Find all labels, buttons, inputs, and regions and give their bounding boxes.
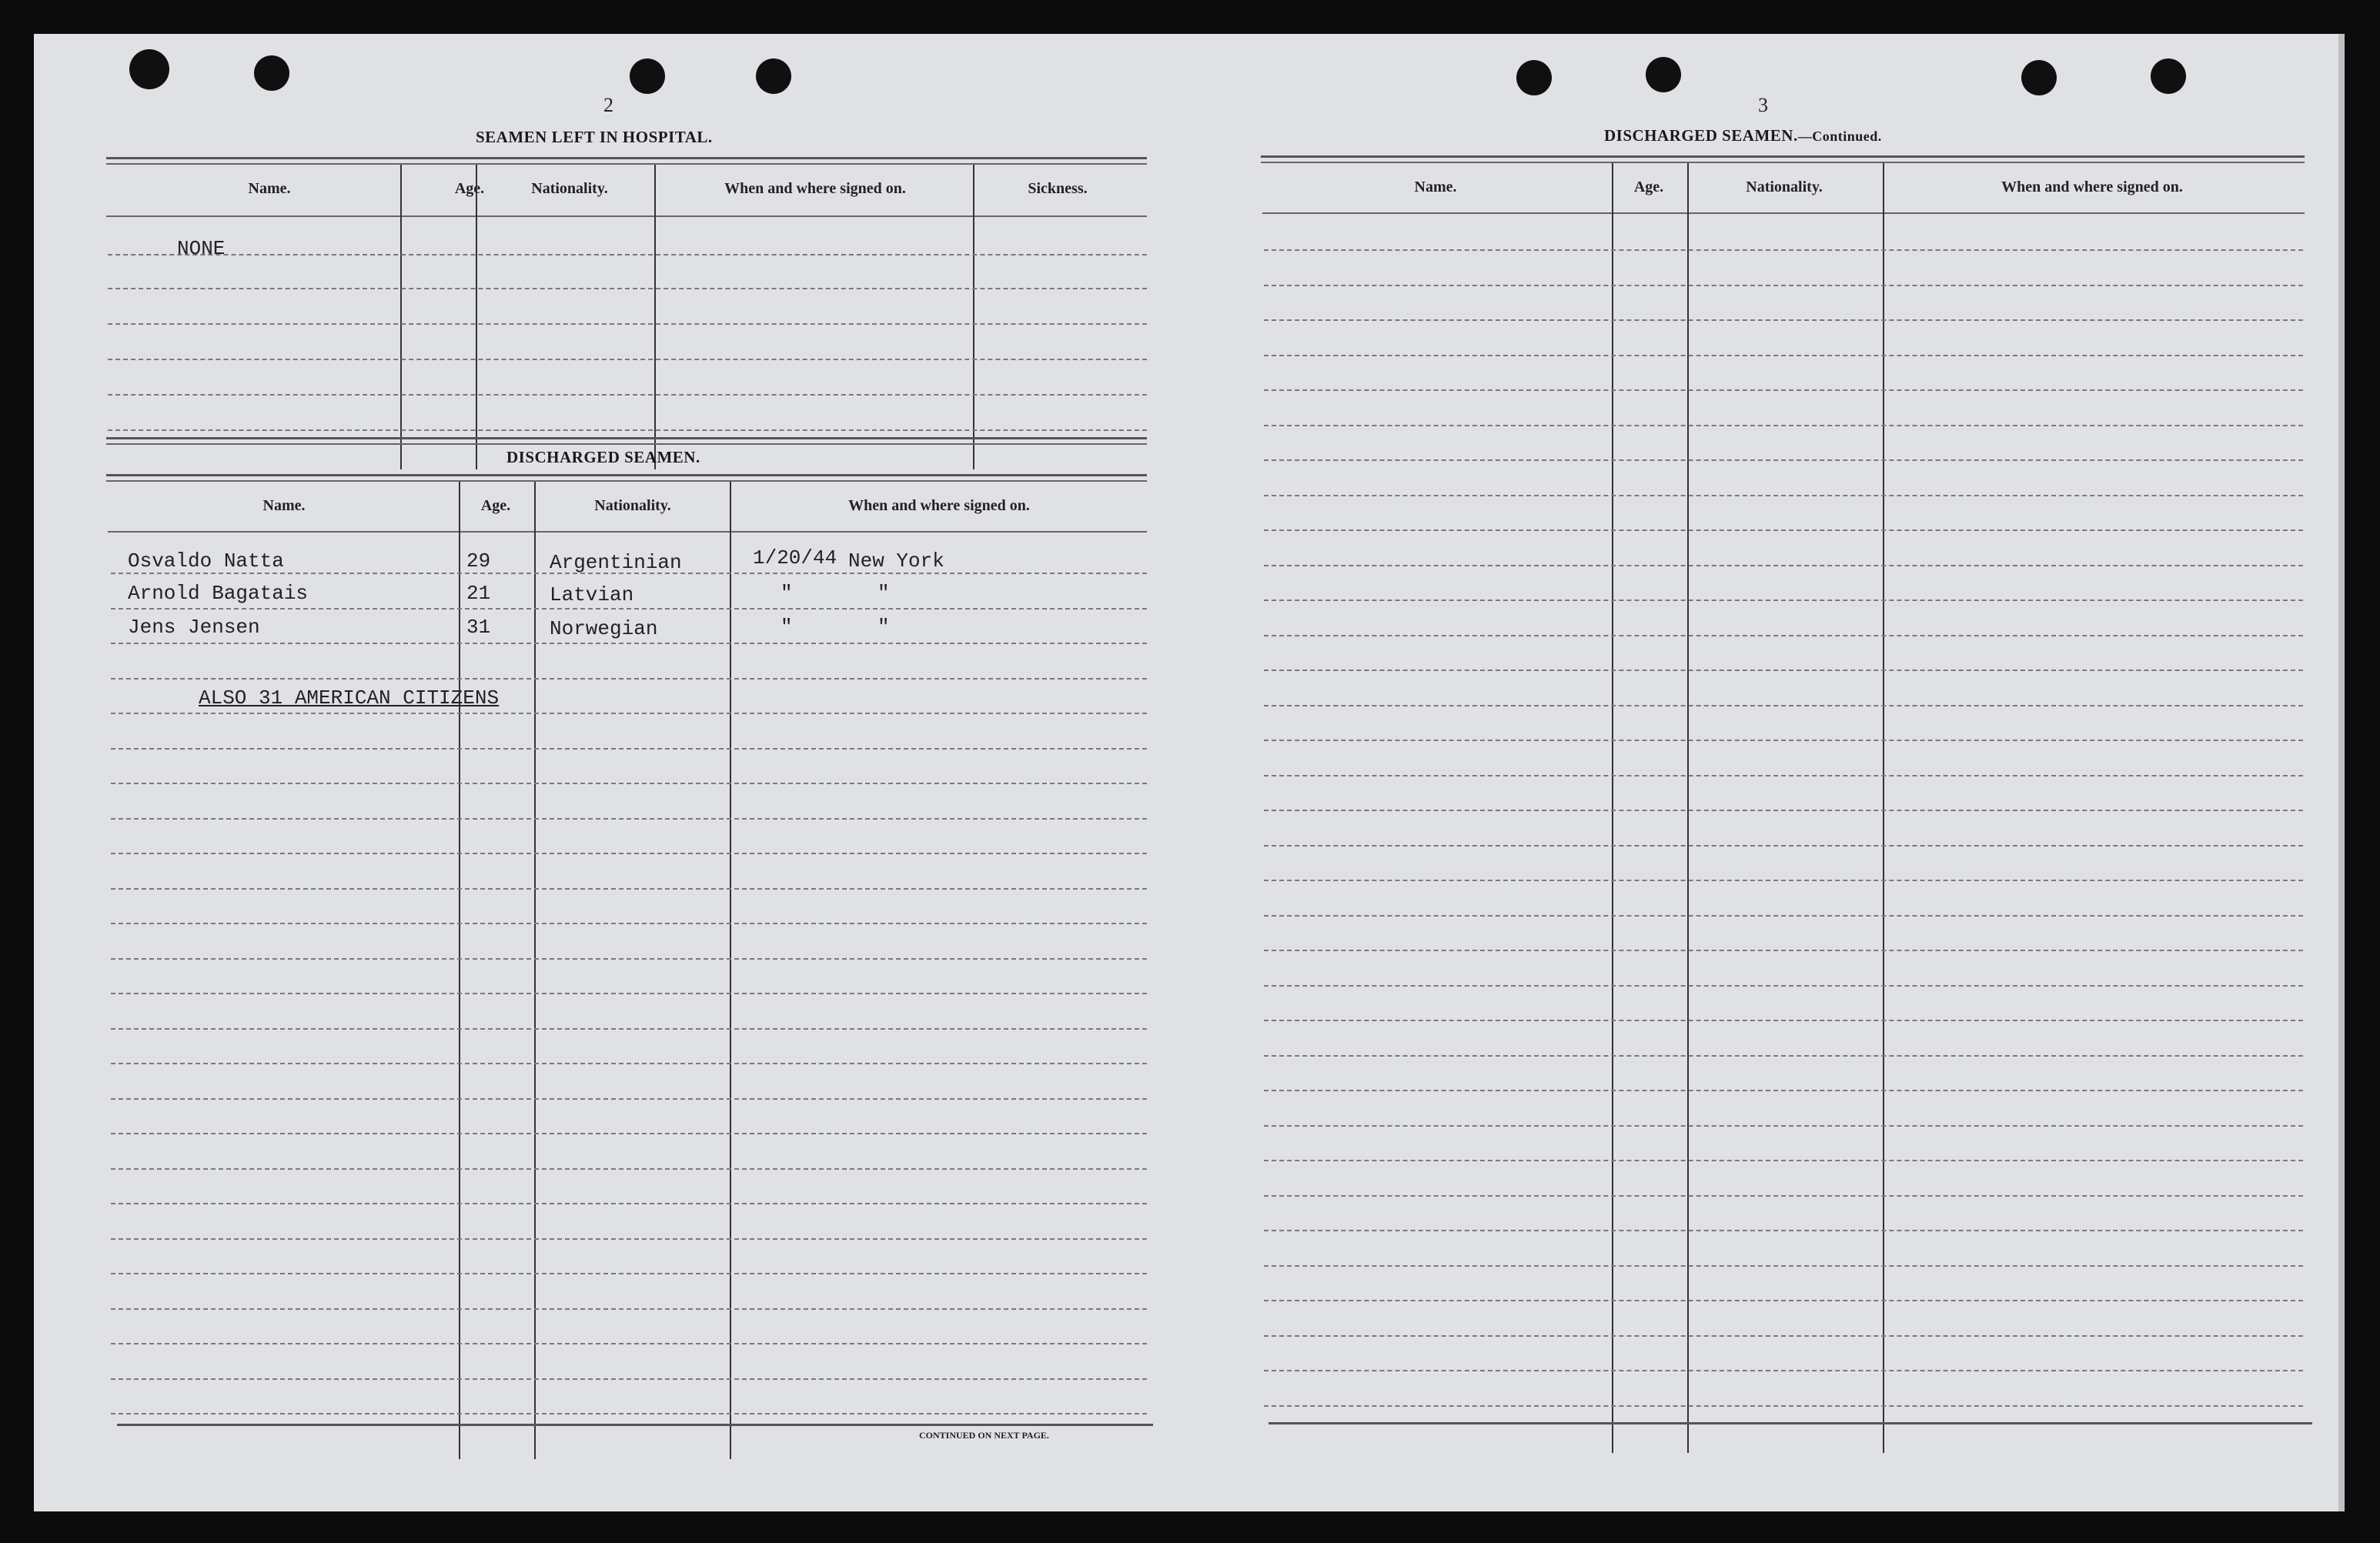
discharged-top-rule-2: [106, 480, 1147, 482]
hospital-section-title: SEAMEN LEFT IN HOSPITAL.: [476, 128, 713, 146]
ruled-line: [1264, 845, 2303, 847]
discharged-signed-place: ": [877, 582, 890, 605]
ruled-line: [111, 818, 1147, 820]
discharged-nationality: Latvian: [550, 583, 634, 606]
discharged-nationality: Argentinian: [550, 551, 682, 574]
hospital-header-age: Age.: [454, 180, 485, 197]
right-col-line: [1687, 163, 1689, 1453]
ruled-line: [1264, 249, 2303, 251]
ruled-line: [111, 1168, 1147, 1170]
right-bottom-rule: [1269, 1422, 2312, 1424]
hospital-top-rule: [106, 157, 1147, 159]
discharged-name: Jens Jensen: [128, 616, 260, 639]
ruled-line: [1264, 1090, 2303, 1091]
ruled-line: [1264, 599, 2303, 601]
discharged-age: 31: [466, 616, 491, 639]
ruled-line: [1264, 1020, 2303, 1021]
ruled-line: [111, 1273, 1147, 1274]
ruled-line: [1264, 319, 2303, 321]
discharged-signed-date: 1/20/44: [753, 546, 837, 569]
ruled-line: [1264, 1125, 2303, 1127]
ruled-line: [111, 1028, 1147, 1030]
ruled-line: [1264, 915, 2303, 917]
scanned-sheet: [34, 34, 2345, 1511]
ruled-line: [111, 783, 1147, 784]
right-col-line: [1612, 163, 1613, 1453]
ruled-line: [1264, 985, 2303, 987]
punch-hole: [2151, 58, 2186, 94]
ruled-line: [1264, 1230, 2303, 1231]
discharged-header-rule: [108, 531, 1147, 533]
continued-title-suffix: —Continued.: [1797, 129, 1882, 144]
ruled-line: [111, 678, 1147, 680]
hospital-top-rule-2: [106, 163, 1147, 165]
discharged-name: Arnold Bagatais: [128, 582, 309, 605]
ruled-line: [1264, 355, 2303, 356]
ruled-line: [111, 1098, 1147, 1100]
ruled-line: [1264, 425, 2303, 426]
punch-hole: [756, 58, 791, 94]
page-number-left: 2: [603, 94, 613, 116]
discharged-top-rule: [106, 474, 1147, 476]
discharged-col-line: [459, 482, 460, 1459]
hospital-col-line: [973, 165, 974, 469]
ruled-line: [111, 1238, 1147, 1240]
hospital-header-sickness: Sickness.: [1028, 180, 1088, 197]
ruled-line: [1264, 1405, 2303, 1407]
ruled-line: [1264, 1195, 2303, 1197]
ruled-line: [111, 608, 1147, 610]
ruled-line: [1264, 740, 2303, 741]
punch-hole: [630, 58, 665, 94]
hospital-row-line: [108, 429, 1147, 431]
continued-title-bold: DISCHARGED SEAMEN.: [1604, 126, 1798, 145]
ruled-line: [111, 993, 1147, 994]
discharged-name: Osvaldo Natta: [128, 549, 284, 573]
ruled-line: [1264, 1160, 2303, 1161]
discharged-age: 21: [466, 582, 491, 605]
right-header-nationality: Nationality.: [1746, 179, 1823, 195]
ruled-line: [1264, 950, 2303, 951]
hospital-row-line: [108, 323, 1147, 325]
hospital-row-line: [108, 394, 1147, 396]
right-header-rule: [1262, 212, 2305, 214]
discharged-section-title: DISCHARGED SEAMEN.: [506, 448, 700, 466]
ruled-line: [111, 748, 1147, 750]
discharged-signed-date: ": [781, 616, 793, 639]
ruled-line: [1264, 775, 2303, 777]
ruled-line: [111, 1413, 1147, 1414]
discharged-header-signed-on: When and where signed on.: [848, 497, 1030, 514]
discharged-header-nationality: Nationality.: [594, 497, 671, 514]
hospital-row-line: [108, 254, 1147, 255]
discharged-age: 29: [466, 549, 491, 573]
ruled-line: [1264, 1335, 2303, 1337]
discharged-header-age: Age.: [480, 497, 511, 514]
right-col-line: [1883, 163, 1884, 1453]
ruled-line: [111, 1203, 1147, 1204]
hospital-header-nationality: Nationality.: [531, 180, 608, 197]
page-number-right: 3: [1758, 94, 1768, 116]
ruled-line: [111, 1378, 1147, 1380]
ruled-line: [1264, 565, 2303, 566]
ruled-line: [111, 888, 1147, 890]
discharged-nationality: Norwegian: [550, 617, 658, 640]
ruled-line: [111, 923, 1147, 924]
ruled-line: [1264, 389, 2303, 391]
ruled-line: [111, 713, 1147, 714]
hospital-bottom-rule: [106, 437, 1147, 439]
ruled-line: [111, 1308, 1147, 1310]
ruled-line: [1264, 1300, 2303, 1301]
continued-footer: CONTINUED ON NEXT PAGE.: [919, 1430, 1049, 1441]
ruled-line: [111, 1133, 1147, 1134]
continued-section-title: [1604, 126, 1882, 145]
ruled-line: [1264, 670, 2303, 671]
right-top-rule-2: [1261, 162, 2305, 163]
discharged-signed-place: ": [877, 616, 890, 639]
ruled-line: [1264, 635, 2303, 636]
ruled-line: [1264, 705, 2303, 706]
ruled-line: [1264, 529, 2303, 531]
ruled-line: [111, 1343, 1147, 1344]
ruled-line: [1264, 1055, 2303, 1057]
discharged-signed-date: ": [781, 582, 793, 605]
punch-hole: [1646, 57, 1681, 92]
ruled-line: [1264, 1265, 2303, 1267]
discharged-header-name: Name.: [262, 497, 306, 514]
hospital-header-rule: [106, 215, 1147, 217]
right-header-name: Name.: [1414, 179, 1457, 195]
hospital-col-line: [654, 165, 656, 469]
discharged-bottom-rule: [117, 1424, 1153, 1426]
hospital-row-line: [108, 359, 1147, 360]
ruled-line: [1264, 810, 2303, 811]
hospital-none-entry: NONE: [177, 237, 226, 260]
ruled-line: [1264, 459, 2303, 461]
punch-hole: [254, 55, 289, 91]
hospital-bottom-rule-2: [106, 443, 1147, 445]
punch-hole: [129, 49, 169, 89]
hospital-header-name: Name.: [248, 180, 291, 197]
ruled-line: [1264, 285, 2303, 286]
hospital-header-signed-on: When and where signed on.: [724, 180, 906, 197]
discharged-signed-place: New York: [848, 549, 944, 573]
hospital-col-line: [476, 165, 477, 469]
punch-hole: [1516, 60, 1552, 95]
american-citizens-note: ALSO 31 AMERICAN CITIZENS: [199, 686, 500, 710]
ruled-line: [111, 853, 1147, 854]
ruled-line: [111, 1063, 1147, 1064]
page-edge-shadow: [2338, 34, 2345, 1511]
hospital-row-line: [108, 288, 1147, 289]
right-header-age: Age.: [1633, 179, 1664, 195]
discharged-col-line: [534, 482, 536, 1459]
discharged-col-line: [730, 482, 731, 1459]
ruled-line: [1264, 495, 2303, 496]
hospital-col-line: [400, 165, 402, 469]
right-top-rule: [1261, 155, 2305, 158]
ruled-line: [1264, 1370, 2303, 1371]
right-header-signed-on: When and where signed on.: [2001, 179, 2183, 195]
ruled-line: [1264, 880, 2303, 881]
ruled-line: [111, 958, 1147, 960]
punch-hole: [2021, 60, 2057, 95]
ruled-line: [111, 643, 1147, 644]
